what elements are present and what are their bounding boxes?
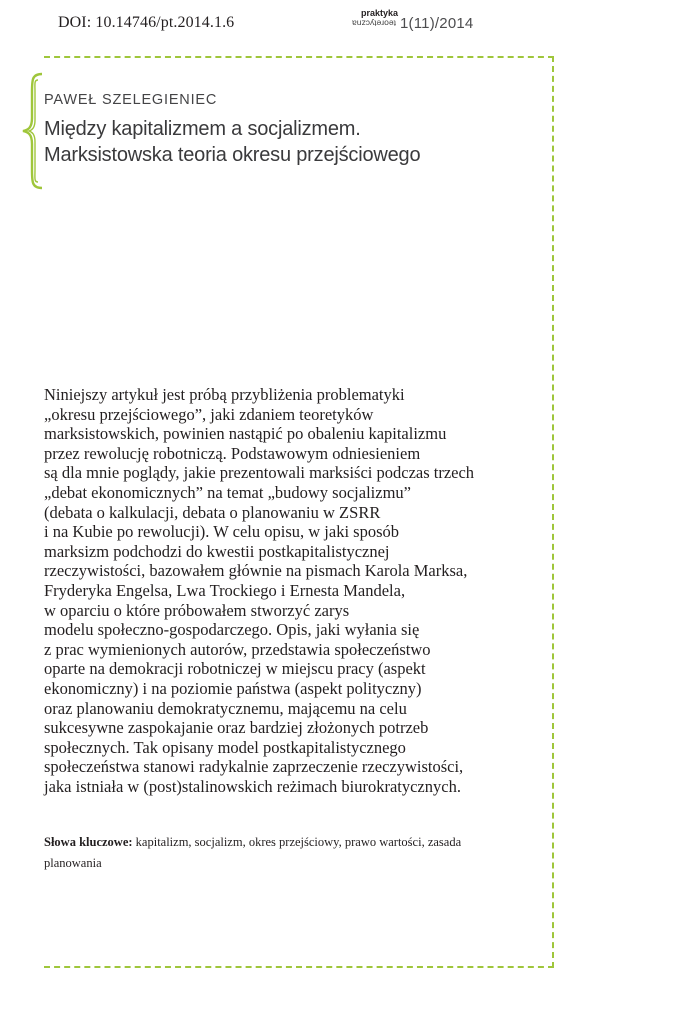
abstract-line: modelu społeczno-gospodarczego. Opis, jaki wyłania się <box>44 620 420 640</box>
abstract-line: społeczeństwa stanowi radykalnie zaprzeczenie rzeczywistości, <box>44 757 464 777</box>
abstract-line: Niniejszy artykuł jest próbą przybliżenia problematyki <box>44 385 405 404</box>
abstract-line: przez rewolucję robotniczą. Podstawowym odniesieniem <box>44 443 421 463</box>
issue-number: 1(11)/2014 <box>400 15 474 32</box>
abstract-line: ekonomiczny) i na poziomie państwa (aspekt polityczny) <box>44 678 422 698</box>
curly-brace-ornament <box>20 72 46 190</box>
abstract-line: społecznych. Tak opisany model postkapitalistycznego <box>44 737 406 757</box>
doi-header: DOI: 10.14746/pt.2014.1.6 <box>58 14 235 31</box>
abstract-line: i na Kubie po rewolucji). W celu opisu, w jaki sposób <box>44 522 399 542</box>
keywords-list: kapitalizm, socjalizm, okres przejściowy, prawo wartości, zasada planowania <box>44 835 462 870</box>
journal-logo-top: praktyka <box>360 8 398 18</box>
keywords-label: Słowa kluczowe: <box>44 835 133 849</box>
abstract-line: są dla mnie poglądy, jakie prezentowali marksiści podczas trzech <box>44 463 475 483</box>
abstract-line: Fryderyka Engelsa, Lwa Trockiego i Ernesta Mandela, <box>44 580 406 600</box>
abstract-line: jaka istniała w (post)stalinowskich reżimach biurokratycznych. <box>44 776 461 796</box>
journal-logo <box>352 9 398 28</box>
article-title <box>44 116 504 168</box>
abstract-line: sukcesywne zaspokajanie oraz bardziej złożonych potrzeb <box>44 718 429 738</box>
abstract-line: marksistowskich, powinien nastąpić po obaleniu kapitalizmu <box>44 424 447 444</box>
title-line: Między kapitalizmem a socjalizmem. <box>44 118 361 140</box>
abstract-line: oraz planowaniu demokratycznemu, mającemu na celu <box>44 698 407 718</box>
keywords <box>44 832 484 874</box>
journal-logo-bottom: teoretyczna <box>352 18 396 29</box>
abstract-line: (debata o kalkulacji, debata o planowaniu w ZSRR <box>44 502 381 522</box>
abstract <box>44 385 514 796</box>
author-name: PAWEŁ SZELEGIENIEC <box>44 92 218 108</box>
abstract-line: w oparciu o które próbowałem stworzyć zarys <box>44 600 350 620</box>
abstract-line: „okresu przejściowego”, jaki zdaniem teoretyków <box>44 404 374 424</box>
abstract-line: marksizm podchodzi do kwestii postkapitalistycznej <box>44 541 390 561</box>
abstract-line: oparte na demokracji robotniczej w miejscu pracy (aspekt <box>44 659 426 679</box>
title-line: Marksistowska teoria okresu przejściowego <box>44 144 421 166</box>
abstract-line: z prac wymienionych autorów, przedstawia społeczeństwo <box>44 639 431 659</box>
abstract-line: rzeczywistości, bazowałem głównie na pismach Karola Marksa, <box>44 561 468 581</box>
abstract-line: „debat ekonomicznych” na temat „budowy socjalizmu” <box>44 482 411 502</box>
